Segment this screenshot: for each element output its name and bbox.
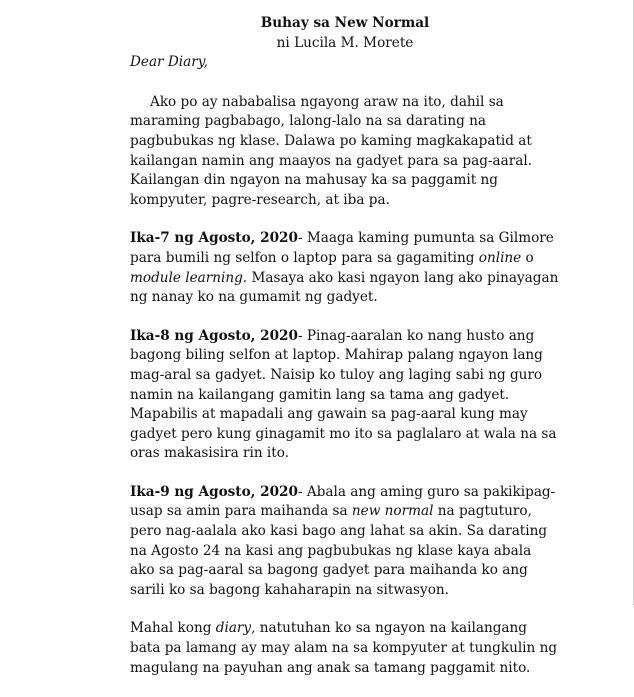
document-author: ni Lucila M. Morete bbox=[276, 34, 414, 51]
entry-2-text: - Pinag-aaralan ko nang husto ang bagong biling selfon at laptop. Mahirap palang ngayon lang mag-aral sa gadyet. Naisip ko tuloy ang laging sabi ng guro namin na kailangang gamitin lang sa tama ang gadyet. Mapabilis at mapadali ang gawain sa pag-aaral kung may gadyet pero kung ginagamit mo ito sa paglalaro at wala na sa oras makasisira rin ito. bbox=[130, 327, 557, 462]
entry-3-text-b: na pagtuturo, pero nag-aalala ako kasi bago ang lahat sa akin. Sa darating na Agosto 24 na kasi ang pagbubukas ng klase kaya abala ako sa pag-aaral sa bagong gadyet para maihanda ko ang sarili ko sa bagong kahaharapin na sitwasyon. bbox=[130, 503, 548, 598]
closing-emphasis-diary: diary bbox=[215, 620, 252, 637]
intro-paragraph: Ako po ay nababalisa ngayong araw na ito, dahil sa maraming pagbabago, lalong-lalo na sa darating na pagbubukas ng klase. Dalawa po kaming magkakapatid at kailangan namin ang maayos na gadyet para sa pag-aaral. Kailangan din ngayon na mahusay ka sa paggamit ng kompyuter, pagre-research, at iba pa. bbox=[130, 93, 533, 208]
entry-2-date: Ika-8 ng Agosto, 2020 bbox=[130, 327, 298, 344]
entry-1-text-c: Masaya ako kasi ngayon lang ako pinayagan ng nanay ko na gumamit ng gadyet. bbox=[130, 269, 559, 306]
entry-1-emphasis-online: online bbox=[478, 249, 522, 266]
entry-3-emphasis-new-normal: new normal bbox=[351, 503, 434, 520]
closing-text-b: , natutuhan ko sa ngayon na kailangang bata pa lamang ay may alam na sa kompyuter at tungkulin ng magulang na payuhan ang anak sa tamang paggamit nito. bbox=[130, 620, 558, 676]
entry-1-emphasis-module: module learning. bbox=[130, 269, 248, 286]
closing-paragraph bbox=[130, 619, 560, 678]
entry-1-text-a: - Maaga kaming pumunta sa Gilmore para bumili ng selfon o laptop para sa gagamiting bbox=[130, 230, 554, 266]
closing-text-a: Mahal kong bbox=[130, 620, 216, 637]
diary-entry-3 bbox=[130, 483, 560, 601]
entry-1-date: Ika-7 ng Agosto, 2020 bbox=[130, 230, 298, 247]
greeting: Dear Diary, bbox=[130, 54, 208, 71]
diary-entry-1 bbox=[130, 229, 560, 307]
document-title: Buhay sa New Normal bbox=[260, 15, 430, 31]
document-content bbox=[130, 14, 560, 697]
entry-3-date: Ika-9 ng Agosto, 2020 bbox=[130, 483, 298, 500]
entry-1-text-b: o bbox=[521, 249, 534, 266]
entry-3-text-a: - Abala ang aming guro sa pakikipag-usap sa amin para maihanda sa bbox=[130, 483, 556, 520]
diary-entry-2 bbox=[130, 327, 560, 464]
